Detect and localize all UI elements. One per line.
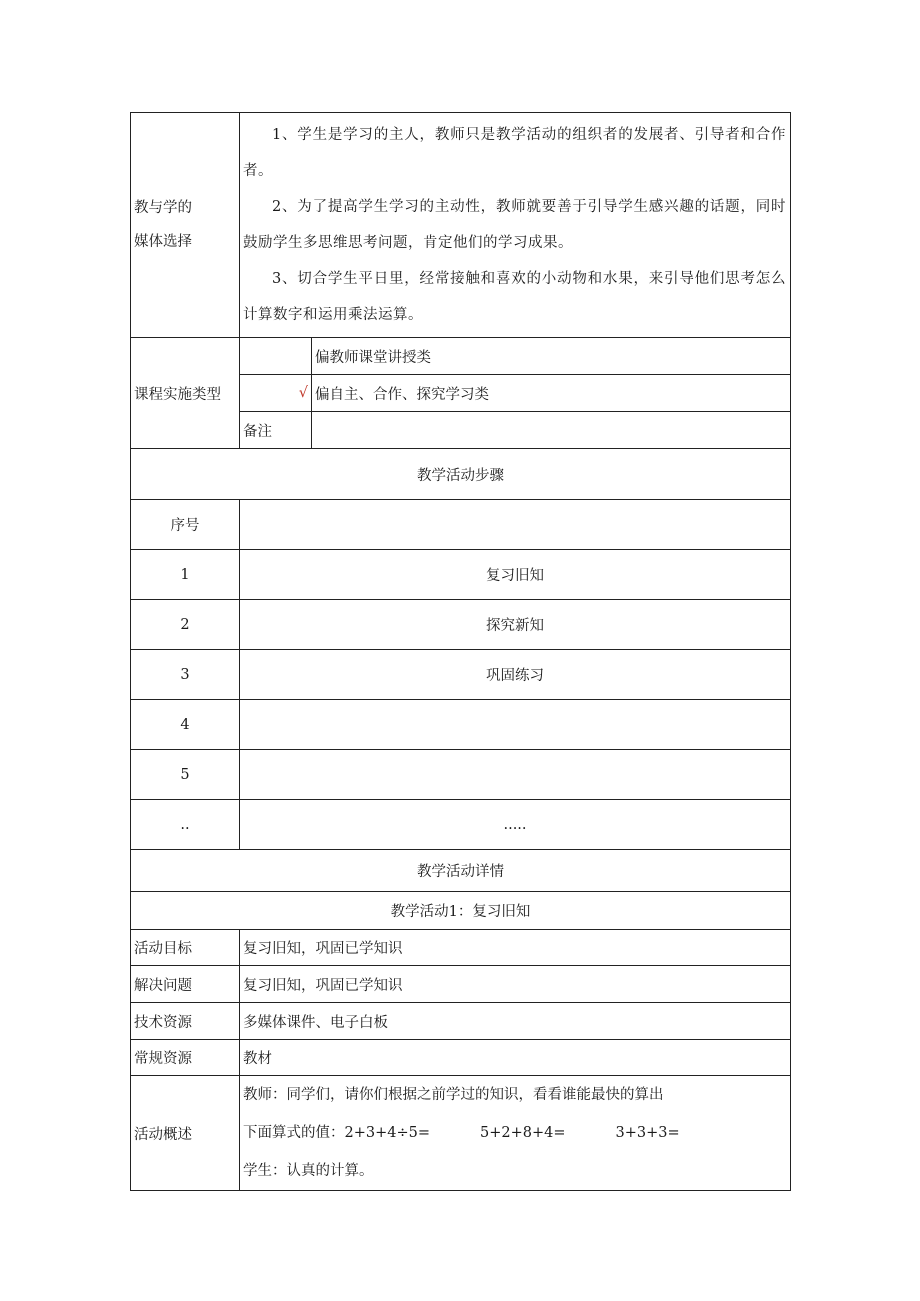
steps-title: 教学活动步骤 (131, 449, 791, 500)
course-type-label: 课程实施类型 (131, 338, 240, 449)
regular-value: 教材 (240, 1040, 791, 1076)
media-item-2: 2、为了提高学生学习的主动性，教师就要善于引导学生感兴趣的话题，同时鼓励学生多思维思考问题，肯定他们的学习成果。 (243, 199, 787, 251)
step-row (131, 800, 791, 850)
step-content: 探究新知 (240, 600, 791, 650)
problem-label: 解决问题 (131, 966, 240, 1003)
problem-value: 复习旧知，巩固已学知识 (240, 966, 791, 1003)
step-content: 复习旧知 (240, 550, 791, 600)
details-title: 教学活动详情 (131, 850, 791, 892)
step-row (131, 550, 791, 600)
steps-header-content (240, 500, 791, 550)
activity-title: 教学活动1：复习旧知 (131, 892, 791, 930)
problem-row (131, 966, 791, 1003)
steps-header-row (131, 500, 791, 550)
step-row (131, 600, 791, 650)
regular-row (131, 1040, 791, 1076)
step-row (131, 650, 791, 700)
step-content (240, 750, 791, 800)
step-index: 1 (131, 550, 240, 600)
course-type-mark-1 (240, 338, 312, 375)
checkmark-icon: √ (240, 375, 312, 412)
media-label-line1: 教与学的 (134, 200, 192, 216)
activity-title-row (131, 892, 791, 930)
media-item-1: 1、学生是学习的主人，教师只是教学活动的组织者的发展者、引导者和合作者。 (243, 127, 787, 179)
overview-label: 活动概述 (131, 1076, 240, 1191)
course-type-option-1: 偏教师课堂讲授类 (312, 338, 791, 375)
regular-label: 常规资源 (131, 1040, 240, 1076)
overview-content (240, 1076, 791, 1191)
overview-line-1: 教师：同学们，请你们根据之前学过的知识，看看谁能最快的算出 (243, 1087, 664, 1103)
media-label-cell (131, 113, 240, 338)
steps-title-row (131, 449, 791, 500)
overview-row (131, 1076, 791, 1191)
remark-label: 备注 (240, 412, 312, 449)
details-title-row (131, 850, 791, 892)
goal-row (131, 930, 791, 966)
course-type-option-2: 偏自主、合作、探究学习类 (312, 375, 791, 412)
expression-1: 2+3+4÷5= (344, 1125, 430, 1141)
tech-label: 技术资源 (131, 1003, 240, 1040)
tech-row (131, 1003, 791, 1040)
media-content-cell (240, 113, 791, 338)
step-index: 3 (131, 650, 240, 700)
steps-header-index: 序号 (131, 500, 240, 550)
step-content: 巩固练习 (240, 650, 791, 700)
media-label-line2: 媒体选择 (134, 234, 192, 250)
goal-value: 复习旧知，巩固已学知识 (240, 930, 791, 966)
step-content (240, 700, 791, 750)
step-index: 5 (131, 750, 240, 800)
course-type-row-1 (131, 338, 791, 375)
overview-line-3: 学生：认真的计算。 (243, 1163, 374, 1179)
expression-2: 5+2+8+4= (480, 1125, 566, 1141)
media-row (131, 113, 791, 338)
overview-line-2-prefix: 下面算式的值： (243, 1125, 345, 1141)
step-index: .. (131, 800, 240, 850)
overview-line-2 (240, 1114, 790, 1152)
goal-label: 活动目标 (131, 930, 240, 966)
tech-value: 多媒体课件、电子白板 (240, 1003, 791, 1040)
step-row (131, 700, 791, 750)
expression-3: 3+3+3= (615, 1125, 680, 1141)
step-content: ..... (240, 800, 791, 850)
media-item-3: 3、切合学生平日里，经常接触和喜欢的小动物和水果，来引导他们思考怎么计算数字和运用乘法运算。 (243, 271, 787, 323)
step-index: 2 (131, 600, 240, 650)
lesson-plan-table (130, 112, 791, 1191)
remark-value (312, 412, 791, 449)
step-row (131, 750, 791, 800)
step-index: 4 (131, 700, 240, 750)
